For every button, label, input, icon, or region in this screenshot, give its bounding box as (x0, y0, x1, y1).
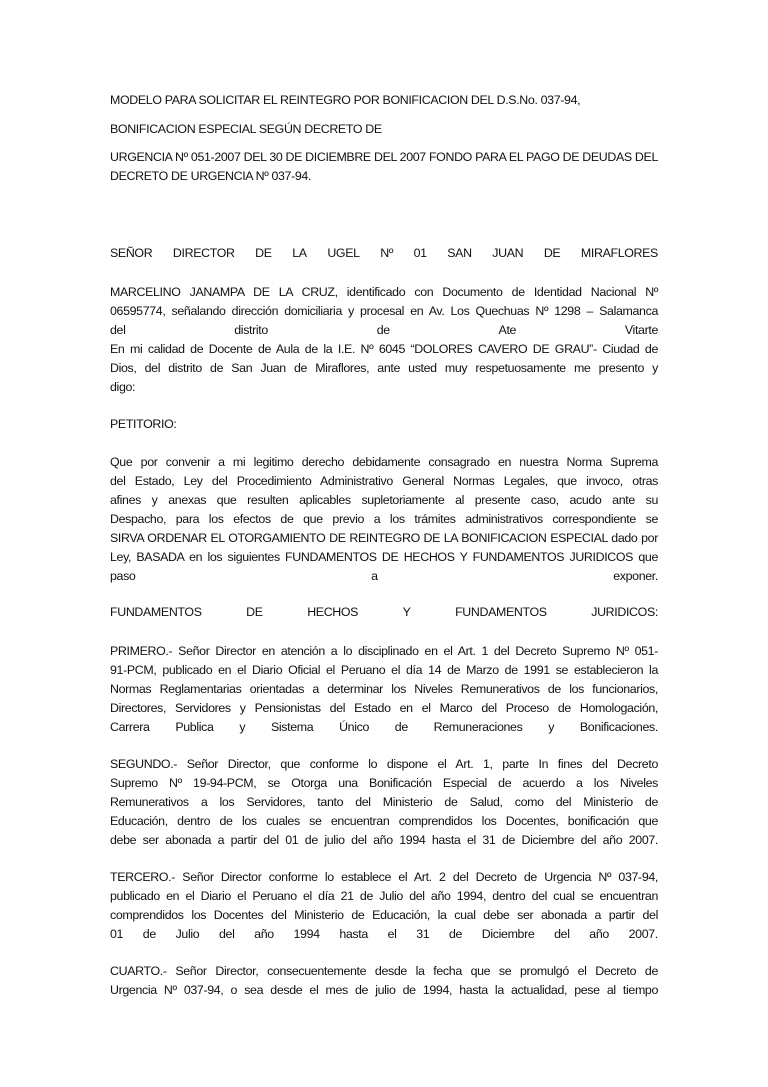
tercero-word: del (218, 927, 235, 941)
tercero-word: Julio (175, 927, 200, 941)
fundamentos-word: DE (246, 605, 263, 619)
petitorio-heading: PETITORIO: (110, 417, 177, 431)
tercero-line: publicado en el Diario el Peruano el día 21 de Julio del año 1994, dentro del cual se encuentran (110, 889, 658, 903)
petitorio-line: Que por convenir a mi legitimo derecho debidamente consagrado en nuestra Norma Suprema (110, 455, 658, 469)
primero-line: PRIMERO.- Señor Director en atención a lo disciplinado en el Art. 1 del Decreto Supremo Nº 051- (110, 644, 658, 658)
primero-word: Sistema (270, 720, 314, 734)
primero-word: Carrera (110, 720, 150, 734)
segundo-line: debe ser abonada a partir del 01 de julio del año 1994 hasta el 31 de Diciembre del año 2007. (110, 833, 658, 847)
petitorio-line: Ley, BASADA en los siguientes FUNDAMENTOS DE HECHOS Y FUNDAMENTOS JURIDICOS que (110, 550, 658, 564)
fundamentos-word: FUNDAMENTOS (110, 605, 202, 619)
addressee-word: 01 (413, 246, 427, 260)
primero-line: 91-PCM, publicado en el Diario Oficial el Peruano el día 14 de Marzo de 1991 se establecieron la (110, 663, 658, 677)
tercero-word: hasta (339, 927, 368, 941)
addressee-line (110, 243, 658, 263)
fundamentos-word: FUNDAMENTOS (455, 605, 547, 619)
petitorio-word: paso (110, 569, 136, 583)
addressee-word: LA (292, 246, 307, 260)
primero-word: y (548, 720, 555, 734)
cuarto-line: Urgencia Nº 037-94, o sea desde el mes de julio de 1994, hasta la actualidad, pese al tiempo (110, 983, 658, 997)
tercero-word: 2007. (628, 927, 658, 941)
primero-word: de (394, 720, 408, 734)
petitorio-line: Despacho, para los efectos de que previo a los trámites administrativos correspondiente se (110, 512, 658, 526)
tercero-word: de (142, 927, 156, 941)
intro-word: del (110, 323, 126, 337)
addressee-word: JUAN (492, 246, 524, 260)
primero-word: y (239, 720, 246, 734)
tercero-word: 31 (416, 927, 430, 941)
petitorio-word: exponer. (613, 569, 658, 583)
intro-line: MARCELINO JANAMPA DE LA CRUZ, identificado con Documento de Identidad Nacional Nº (110, 285, 658, 299)
fundamentos-word: JURIDICOS: (591, 605, 658, 619)
petitorio-line (110, 566, 658, 586)
intro-word: Ate (498, 323, 517, 337)
intro-line: digo: (110, 380, 136, 394)
petitorio-word: a (371, 569, 378, 583)
tercero-word: Diciembre (481, 927, 535, 941)
fundamentos-heading (110, 602, 658, 622)
doc-title-line: URGENCIA Nº 051-2007 DEL 30 DE DICIEMBRE DEL 2007 FONDO PARA EL PAGO DE DEUDAS DEL (110, 150, 658, 164)
fundamentos-word: HECHOS (307, 605, 359, 619)
intro-line: Dios, del distrito de San Juan de Miraflores, ante usted muy respetuosamente me presento y (110, 361, 658, 375)
petitorio-line: SIRVA ORDENAR EL OTORGAMIENTO DE REINTEGRO DE LA BONIFICACION ESPECIAL dado por (110, 531, 658, 545)
intro-line: 06595774, señalando dirección domiciliaria y procesal en Av. Los Quechuas Nº 1298 – Salamanca (110, 304, 658, 318)
tercero-word: año (254, 927, 274, 941)
tercero-line (110, 924, 658, 944)
primero-word: Remuneraciones (433, 720, 523, 734)
tercero-word: del (554, 927, 570, 941)
fundamentos-word: Y (402, 605, 411, 619)
tercero-word: 1994 (293, 927, 320, 941)
intro-word: distrito (234, 323, 268, 337)
segundo-line: Supremo Nº 19-94-PCM, se Otorga una Bonificación Especial de acuerdo a los Niveles (110, 776, 658, 790)
addressee-word: MIRAFLORES (580, 246, 658, 260)
intro-line (110, 320, 658, 340)
segundo-line: Educación, dentro de los cuales se encuentran comprendidos los Docentes, bonificación que (110, 814, 658, 828)
primero-word: Único (339, 720, 369, 734)
segundo-line: Remunerativos a los Servidores, tanto del Ministerio de Salud, como del Ministerio de (110, 795, 658, 809)
addressee-word: SEÑOR (110, 246, 153, 260)
addressee-word: UGEL (327, 246, 360, 260)
intro-word: de (376, 323, 390, 337)
segundo-line: SEGUNDO.- Señor Director, que conforme lo dispone el Art. 1, parte In fines del Decreto (110, 757, 658, 771)
primero-line: Directores, Servidores y Pensionistas del Estado en el Marco del Proceso de Homologación, (110, 701, 658, 715)
tercero-line: TERCERO.- Señor Director conforme lo establece el Art. 2 del Decreto de Urgencia Nº 037-94, (110, 870, 658, 884)
primero-line: Normas Reglamentarias orientadas a determinar los Niveles Remunerativos de los funcionarios, (110, 682, 658, 696)
tercero-word: el (387, 927, 397, 941)
tercero-line: comprendidos los Docentes del Ministerio de Educación, la cual debe ser abonada a partir del (110, 908, 658, 922)
petitorio-line: afines y anexas que resulten aplicables supletoriamente al presente caso, acudo ante su (110, 493, 658, 507)
tercero-word: año (589, 927, 609, 941)
primero-line (110, 717, 658, 737)
petitorio-line: del Estado, Ley del Procedimiento Administrativo General Normas Legales, que invoco, otras (110, 474, 658, 488)
intro-word: Vitarte (624, 323, 658, 337)
addressee-word: DE (255, 246, 272, 260)
doc-title-line: DECRETO DE URGENCIA Nº 037-94. (110, 169, 312, 183)
primero-word: Publica (175, 720, 214, 734)
doc-title-line: MODELO PARA SOLICITAR EL REINTEGRO POR BONIFICACION DEL D.S.No. 037-94, (110, 93, 581, 107)
addressee-word: DE (543, 246, 561, 260)
intro-line: En mi calidad de Docente de Aula de la I.E. Nº 6045 “DOLORES CAVERO DE GRAU”- Ciudad de (110, 342, 658, 356)
tercero-word: de (449, 927, 463, 941)
primero-word: Bonificaciones. (579, 720, 658, 734)
addressee-word: SAN (447, 246, 472, 260)
doc-title-line: BONIFICACION ESPECIAL SEGÚN DECRETO DE (110, 122, 382, 136)
addressee-word: Nº (380, 246, 394, 260)
cuarto-line: CUARTO.- Señor Director, consecuentemente desde la fecha que se promulgó el Decreto de (110, 964, 658, 978)
addressee-word: DIRECTOR (172, 246, 235, 260)
tercero-word: 01 (110, 927, 124, 941)
